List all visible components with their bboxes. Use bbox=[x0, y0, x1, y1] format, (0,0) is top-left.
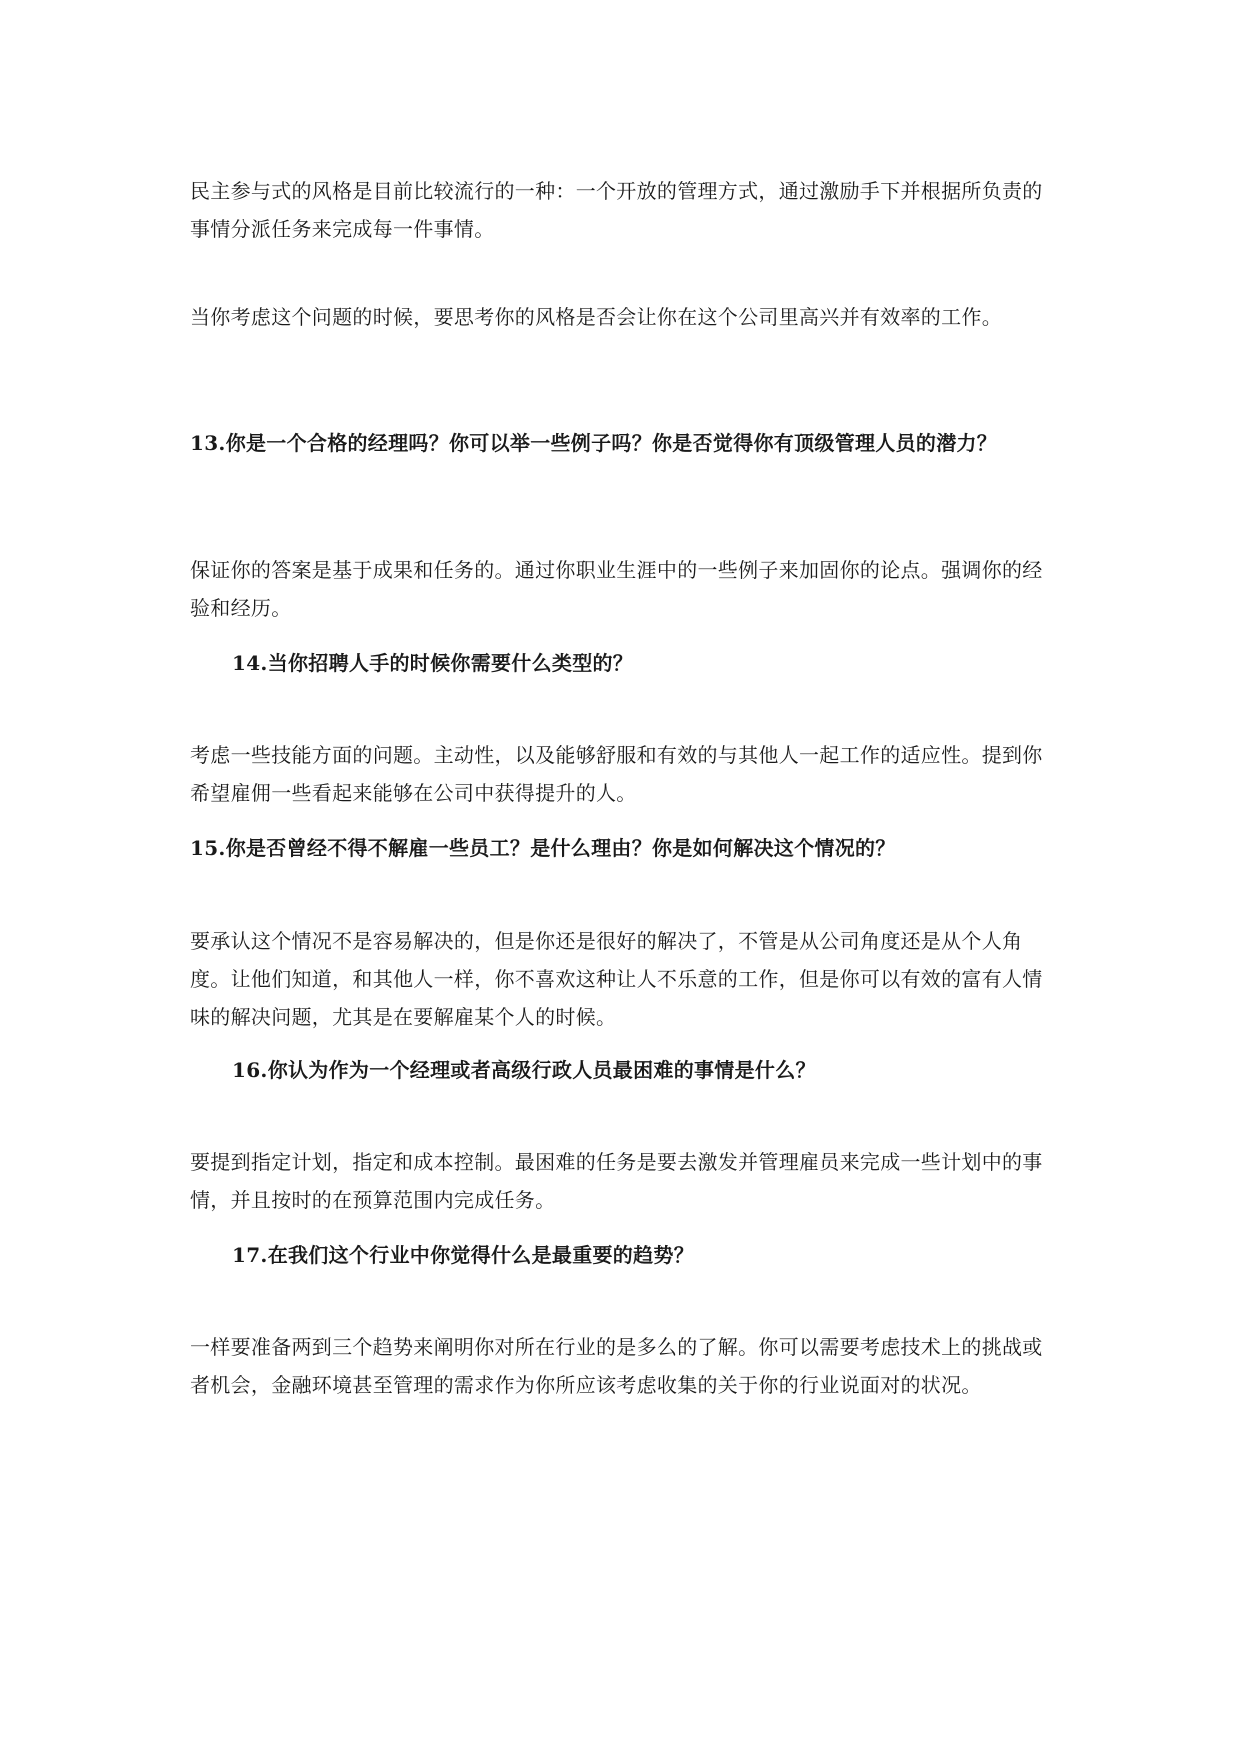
answer-13: 保证你的答案是基于成果和任务的。通过你职业生涯中的一些例子来加固你的论点。强调你的经验和经历。 bbox=[190, 558, 1043, 620]
paragraph-style-fit: 当你考虑这个问题的时候，要思考你的风格是否会让你在这个公司里高兴并有效率的工作。 bbox=[190, 305, 1002, 329]
answer-17: 一样要准备两到三个趋势来阐明你对所在行业的是多么的了解。你可以需要考虑技术上的挑战或者机会，金融环境甚至管理的需求作为你所应该考虑收集的关于你的行业说面对的状况。 bbox=[190, 1335, 1043, 1397]
question-13: 13.你是一个合格的经理吗？你可以举一些例子吗？你是否觉得你有顶级管理人员的潜力？ bbox=[190, 431, 998, 455]
answer-15: 要承认这个情况不是容易解决的，但是你还是很好的解决了，不管是从公司角度还是从个人角度。让他们知道，和其他人一样，你不喜欢这种让人不乐意的工作，但是你可以有效的富有人情味的解决问题，尤其是在要解雇某个人的时候。 bbox=[190, 929, 1043, 1029]
paragraph-management-style: 民主参与式的风格是目前比较流行的一种：一个开放的管理方式，通过激励手下并根据所负责的事情分派任务来完成每一件事情。 bbox=[190, 179, 1043, 241]
question-14: 14.当你招聘人手的时候你需要什么类型的？ bbox=[232, 651, 634, 675]
question-16: 16.你认为作为一个经理或者高级行政人员最困难的事情是什么？ bbox=[232, 1058, 816, 1082]
question-15: 15.你是否曾经不得不解雇一些员工？是什么理由？你是如何解决这个情况的？ bbox=[190, 836, 896, 860]
answer-16: 要提到指定计划，指定和成本控制。最困难的任务是要去激发并管理雇员来完成一些计划中的事情，并且按时的在预算范围内完成任务。 bbox=[190, 1150, 1043, 1212]
question-17: 17.在我们这个行业中你觉得什么是最重要的趋势？ bbox=[232, 1243, 694, 1267]
answer-14: 考虑一些技能方面的问题。主动性，以及能够舒服和有效的与其他人一起工作的适应性。提到你希望雇佣一些看起来能够在公司中获得提升的人。 bbox=[190, 743, 1043, 805]
